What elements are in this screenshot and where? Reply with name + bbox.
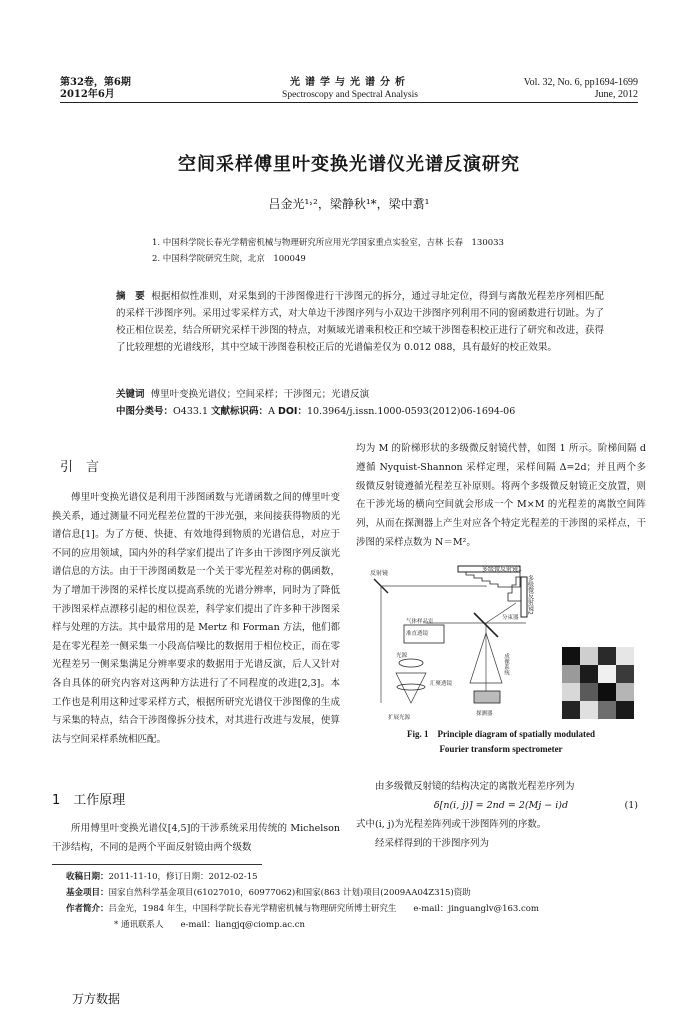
journal-name-cn: 光谱学与光谱分析	[290, 77, 410, 88]
label-converging-lens: 汇聚透镜	[430, 681, 453, 687]
doi-label: DOI：	[277, 406, 307, 417]
interferogram-cell	[580, 665, 598, 683]
interferogram-cell	[580, 683, 598, 701]
header-volume-en: Vol. 32, No. 6, pp1694-1699	[523, 77, 638, 88]
header-volume-cn: 第32卷，第6期	[60, 77, 131, 88]
right-paragraph-top: 均为 M 的阶梯形状的多级微反射镜代替，如图 1 所示。阶梯间隔 d 遵循 Nyquist-Shannon 采样定理，采样间隔 Δ=2d；并且两个多级微反射镜遵循光程差互补原则。将两个多级微反射镜正交放置，则在干涉光场的横向空间就会形成一个 M×M 的光程差的离散空间阵列，从而在探测器上产生对应各个特定光程差的干涉图的采样点，干涉图的采样点数为 N＝M²。	[356, 443, 646, 548]
keywords-label: 关键词	[116, 389, 145, 400]
header-citation	[524, 77, 638, 101]
equation-note: 式中(i, j)为光程差阵列或干涉图阵列的序数。	[356, 819, 547, 830]
light-source	[399, 659, 423, 667]
converging-lens	[397, 684, 425, 690]
interferogram-cell	[616, 683, 634, 701]
doc-code-label: 文献标识码：	[211, 406, 269, 417]
keywords	[116, 388, 616, 402]
footnote-rule	[52, 864, 262, 865]
fund-value: 国家自然科学基金项目(61027010，60977062)和国家(863 计划)项目(2009AA04Z315)资助	[108, 888, 471, 898]
received-value: 2011-11-10，修订日期：2012-02-15	[108, 872, 258, 882]
classification-line	[116, 405, 616, 419]
intro-paragraph: 傅里叶变换光谱仪是利用干涉图函数与光谱函数之间的傅里叶变换关系，通过测量不同光程差位置的干涉光强，来间接获得物质的光谱信息[1]。为了方便、快捷、有效地得到物质的光谱信息，对应于不同的应用领域，国内外的科学家们提出了许多由干涉图序列反演光谱信息的方法。由于干涉图函数是一个关于零光程差对称的偶函数，为了增加干涉图的采样长度以提高系统的光谱分辨率，同时为了降低干涉图采样点漂移引起的相位误差，科学家们提出了许多种干涉图采样与处理的方法。其中最常用的是 Mertz 和 Forman 方法，他们都是在零光程差一侧采集一小段高信噪比的数据用于相位校正，而在零光程差另一侧采集满足分辨率要求的数据用于光谱反演，后人又针对各自具体的研究内容对这两种方法进行了不同程度的改进[2,3]。本工作也是利用这种过零采样方式，根据所研究光谱仪干涉图像的生成与采集的特点，结合干涉图像拆分技术，对其进行改进与发展，使算法与空间采样系统相匹配。	[52, 492, 340, 745]
interferogram-cell	[616, 665, 634, 683]
footnote-bio	[66, 902, 646, 917]
label-gas-chamber: 气体样品室	[406, 619, 434, 625]
caption-line-2: Fourier transform spectrometer	[439, 744, 563, 754]
abstract-label: 摘 要	[116, 291, 145, 302]
label-reflector: 反射镜	[370, 570, 389, 577]
beam-path	[381, 586, 526, 703]
received-label: 收稿日期：	[66, 872, 109, 882]
detector	[474, 691, 500, 703]
stepped-mirror-2	[508, 577, 527, 617]
interferogram-cell	[616, 701, 634, 719]
source-cone	[396, 673, 426, 703]
interferogram-cell	[562, 701, 580, 719]
label-mirror-top: 多级微反射镜1	[482, 566, 522, 573]
caption-line-1: Fig. 1 Principle diagram of spatially modulated	[407, 729, 595, 739]
equation-1: δ[n(i, j)] = 2nd = 2(Mj − i)d	[433, 800, 569, 811]
equation-1-line	[356, 797, 646, 815]
fund-label: 基金项目：	[66, 888, 109, 898]
bio-value: 吕金光，1984 年生，中国科学院长春光学精密机械与物理研究所博士研究生 e-mail：jinguanglv@163.com	[108, 904, 539, 914]
label-detector: 探测器	[476, 711, 493, 717]
interferogram-cell	[598, 683, 616, 701]
equation-intro: 由多级微反射镜的结构决定的离散光程差序列为	[375, 781, 575, 792]
interferogram-cell	[598, 647, 616, 665]
paper-title: 空间采样傅里叶变换光谱仪光谱反演研究	[178, 154, 520, 175]
bio-label: 作者简介：	[66, 904, 109, 914]
affiliation-1: 1. 中国科学院长春光学精密机械与物理研究所应用光学国家重点实验室，吉林 长春 130033	[152, 238, 504, 248]
interferogram-cell	[562, 683, 580, 701]
header-date-en: June, 2012	[594, 89, 638, 100]
clc-value: O433.1	[173, 406, 209, 417]
author-list: 吕金光¹˒²，梁静秋¹*，梁中翥¹	[268, 197, 430, 211]
interferogram-cell	[598, 665, 616, 683]
interferogram-cell	[562, 665, 580, 683]
interferogram-cell	[616, 647, 634, 665]
doi-value: 10.3964/j.issn.1000-0593(2012)06-1694-06	[306, 406, 516, 417]
label-mirror-right-text: 多级微反射镜2	[526, 575, 534, 615]
footnote-received	[66, 870, 646, 885]
header-date-cn: 2012年6月	[60, 89, 115, 100]
header-rule	[60, 102, 638, 103]
interferogram-cell	[580, 701, 598, 719]
label-beam-splitter: 分束器	[502, 615, 519, 621]
wanfang-watermark: 万方数据	[72, 992, 121, 1006]
principle-heading: 1 工作原理	[52, 793, 126, 808]
equation-1-number: (1)	[624, 800, 638, 811]
abstract	[116, 288, 604, 356]
affiliation-2: 2. 中国科学院研究生院，北京 100049	[152, 254, 306, 264]
equation-next: 经采样得到的干涉图序列为	[375, 838, 490, 849]
label-mirror-right	[527, 574, 534, 615]
header-volume	[60, 77, 131, 101]
label-collimator: 准直透镜	[406, 631, 429, 637]
principle-paragraph: 所用傅里叶变换光谱仪[4,5]的干涉系统采用传统的 Michelson 干涉结构，不同的是两个平面反射镜由两个级数	[52, 823, 340, 853]
doc-code-value: A	[268, 406, 275, 417]
header-journal	[200, 77, 500, 101]
journal-name-en: Spectroscopy and Spectral Analysis	[282, 90, 418, 100]
figure-1-caption	[356, 727, 646, 757]
interferogram-cell	[562, 647, 580, 665]
keywords-text: 傅里叶变换光谱仪；空间采样；干涉图元；光谱反演	[150, 389, 370, 400]
label-imaging-text: 成像系统	[503, 653, 509, 675]
footnote-corresponding: * 通讯联系人 e-mail：liangjq@ciomp.ac.cn	[114, 920, 305, 930]
interferogram-cell	[598, 701, 616, 719]
abstract-text: 根据相似性准则，对采集到的干涉图像进行干涉图元的拆分，通过寻址定位，得到与离散光程差序列相匹配的采样干涉图序列。采用过零采样方式，对大单边干涉图序列与小双边干涉图序列利用不同的窗函数进行切趾。为了校正相位误差，结合所研究采样干涉图的特点，对频域光谱乘积校正和空域干涉图卷积校正进行了研究和改进，获得了比较理想的光谱线形，其中空域干涉图卷积校正后的光谱偏差仅为 0.012 088，具有最好的校正效果。	[116, 291, 604, 353]
clc-label: 中图分类号：	[116, 406, 174, 417]
figure-1	[366, 563, 642, 727]
label-light-source: 光源	[396, 653, 408, 659]
interferogram-cell	[580, 647, 598, 665]
intro-heading: 引 言	[60, 460, 100, 475]
label-expanding: 扩展光源	[388, 715, 411, 721]
interferogram-image	[562, 647, 634, 719]
label-imaging	[503, 652, 510, 677]
footnote-fund	[66, 886, 646, 901]
figure-1-diagram	[366, 563, 642, 723]
